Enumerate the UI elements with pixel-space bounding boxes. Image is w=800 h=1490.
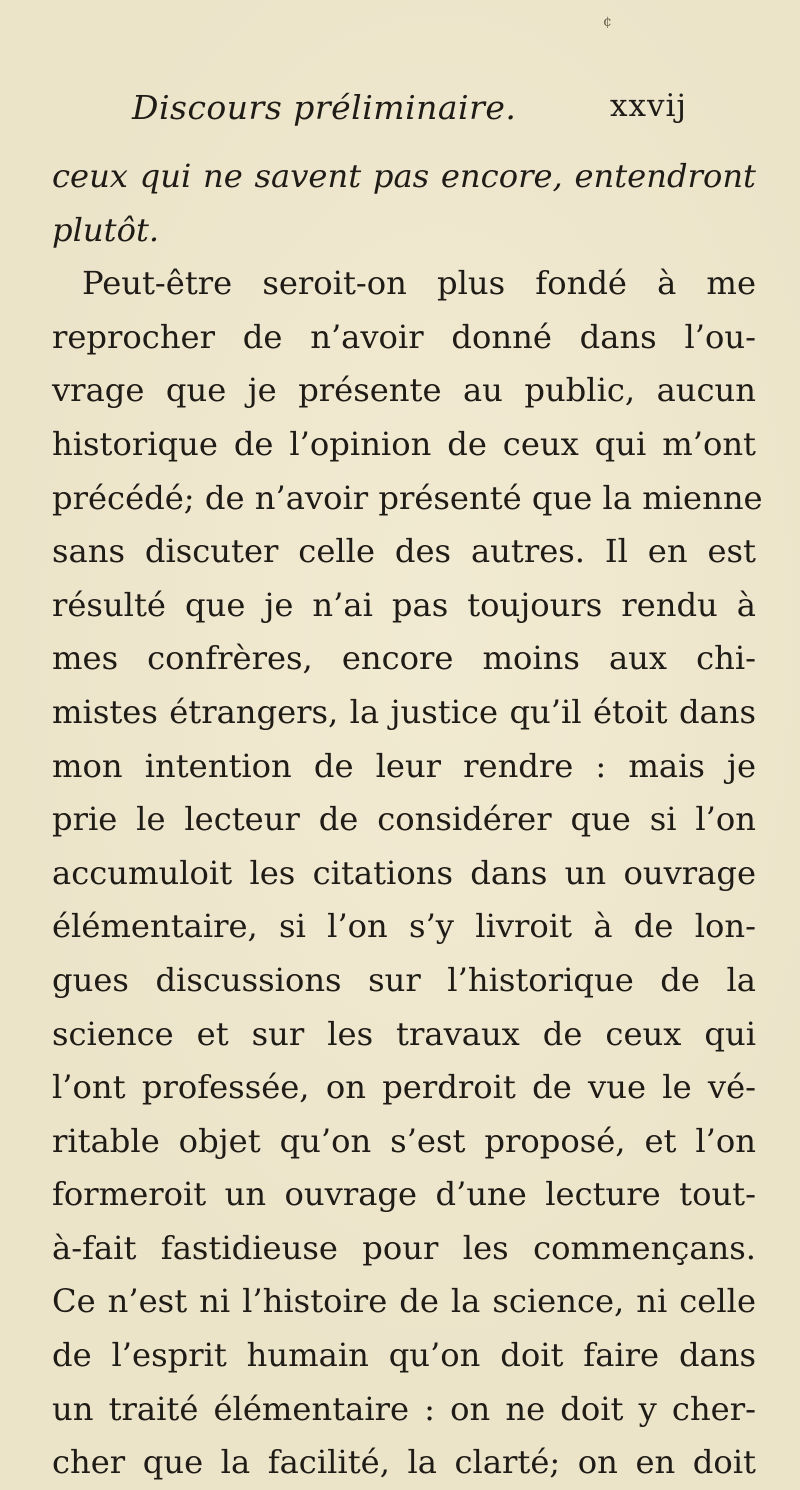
text-line: résulté que je n’ai pas toujours rendu à	[52, 585, 756, 624]
text-line: un traité élémentaire : on ne doit y cher-	[52, 1389, 756, 1428]
margin-mark: ¢	[603, 14, 612, 30]
page-header	[132, 88, 687, 132]
text-line: élémentaire, si l’on s’y livroit à de lon-	[52, 907, 756, 946]
text-line: Ce n’est ni l’histoire de la science, ni celle	[52, 1282, 756, 1321]
text-line: reprocher de n’avoir donné dans l’ou-	[52, 317, 756, 356]
text-line: formeroit un ouvrage d’une lecture tout-	[52, 1175, 756, 1214]
text-line: plutôt.	[52, 210, 160, 249]
text-line: accumuloit les citations dans un ouvrage	[52, 853, 756, 892]
text-line: ceux qui ne savent pas encore, entendront	[52, 157, 756, 195]
text-line: précédé; de n’avoir présenté que la mienne	[52, 478, 763, 517]
body-text	[52, 150, 763, 1490]
text-line: mes confrères, encore moins aux chi-	[52, 639, 756, 678]
text-line: à-fait fastidieuse pour les commençans.	[52, 1228, 756, 1267]
running-title: Discours préliminaire.	[132, 88, 517, 127]
page-number: xxvij	[609, 88, 687, 124]
text-line: de l’esprit humain qu’on doit faire dans	[52, 1336, 756, 1375]
text-line: Peut-être seroit-on plus fondé à me	[82, 264, 756, 303]
text-line: science et sur les travaux de ceux qui	[52, 1014, 756, 1053]
text-line: gues discussions sur l’historique de la	[52, 960, 756, 999]
text-line: l’ont professée, on perdroit de vue le vé-	[52, 1068, 756, 1107]
text-line: historique de l’opinion de ceux qui m’ont	[52, 424, 756, 463]
text-line: prie le lecteur de considérer que si l’on	[52, 800, 756, 839]
text-line: mistes étrangers, la justice qu’il étoit dans	[52, 692, 756, 731]
text-line: sans discuter celle des autres. Il en est	[52, 532, 756, 571]
text-line: vrage que je présente au public, aucun	[52, 371, 756, 410]
text-line: mon intention de leur rendre : mais je	[52, 746, 756, 785]
text-line: cher que la facilité, la clarté; on en doit	[52, 1443, 756, 1482]
text-line: ritable objet qu’on s’est proposé, et l’on	[52, 1121, 756, 1160]
